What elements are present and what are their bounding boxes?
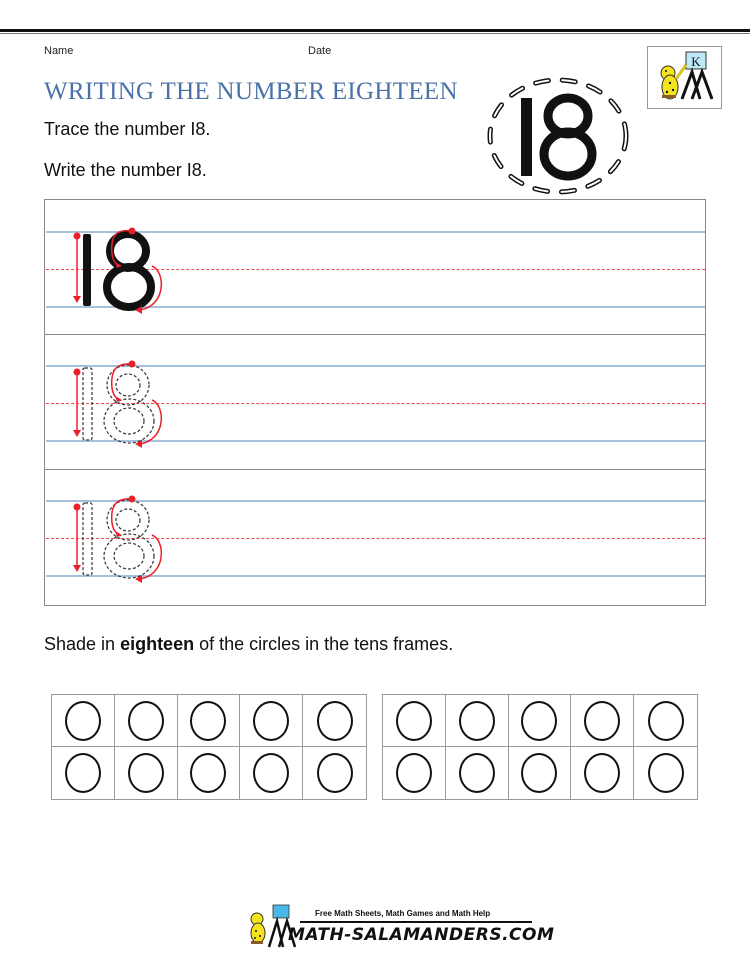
name-label: Name (44, 45, 74, 57)
number-badge (484, 74, 632, 198)
circle-icon[interactable] (459, 701, 495, 741)
salamander-easel-icon (648, 47, 721, 108)
frame-cell[interactable] (383, 747, 446, 799)
frame-cell[interactable] (634, 695, 697, 747)
solid-18-with-arrows-icon (68, 224, 178, 316)
frame-cell[interactable] (571, 747, 634, 799)
frame-cell[interactable] (509, 747, 572, 799)
frame-cell[interactable] (509, 695, 572, 747)
footer-tagline: Free Math Sheets, Math Games and Math Help (315, 909, 491, 918)
circle-icon[interactable] (253, 701, 289, 741)
circle-icon[interactable] (396, 753, 432, 793)
frame-cell[interactable] (446, 695, 509, 747)
shade-bold-word: eighteen (120, 634, 195, 654)
frame-cell[interactable] (446, 747, 509, 799)
circle-icon[interactable] (190, 753, 226, 793)
dashed-circle-icon (484, 74, 632, 198)
frame-cell[interactable] (303, 747, 366, 799)
tens-frame-1 (51, 694, 367, 800)
write-instruction: Write the number I8. (44, 160, 207, 180)
circle-icon[interactable] (253, 753, 289, 793)
circle-icon[interactable] (65, 753, 101, 793)
circle-icon[interactable] (648, 753, 684, 793)
circle-icon[interactable] (584, 701, 620, 741)
circle-icon[interactable] (521, 701, 557, 741)
frame-cell[interactable] (178, 695, 241, 747)
row-divider (44, 469, 706, 470)
frame-cell[interactable] (115, 695, 178, 747)
frame-cell[interactable] (383, 695, 446, 747)
shade-prefix: Shade in (44, 634, 121, 654)
frame-cell[interactable] (634, 747, 697, 799)
trace-guide-dashed[interactable] (68, 493, 178, 585)
date-label: Date (308, 45, 332, 57)
row-divider (44, 334, 706, 335)
shade-suffix: of the circles in the tens frames. (194, 634, 454, 654)
circle-icon[interactable] (317, 701, 353, 741)
frame-cell[interactable] (52, 747, 115, 799)
frame-cell[interactable] (178, 747, 241, 799)
dashed-18-with-arrows-icon (68, 358, 178, 450)
page-title: WRITING THE NUMBER EIGHTEEN (44, 78, 458, 105)
trace-example-solid (68, 224, 178, 316)
circle-icon[interactable] (521, 753, 557, 793)
svg-text:K: K (691, 54, 701, 69)
circle-icon[interactable] (648, 701, 684, 741)
top-border (0, 29, 750, 32)
circle-icon[interactable] (65, 701, 101, 741)
tens-frame-2 (382, 694, 698, 800)
circle-icon[interactable] (396, 701, 432, 741)
circle-icon[interactable] (584, 753, 620, 793)
trace-instruction: Trace the number I8. (44, 119, 211, 139)
circle-icon[interactable] (190, 701, 226, 741)
circle-icon[interactable] (459, 753, 495, 793)
frame-cell[interactable] (303, 695, 366, 747)
dashed-18-with-arrows-icon (68, 493, 178, 585)
circle-icon[interactable] (317, 753, 353, 793)
footer-brand[interactable]: MATH-SALAMANDERS.COM (288, 925, 555, 945)
frame-cell[interactable] (115, 747, 178, 799)
frame-cell[interactable] (240, 747, 303, 799)
circle-icon[interactable] (128, 753, 164, 793)
footer-divider (300, 921, 532, 923)
shade-instruction (44, 634, 453, 655)
frame-cell[interactable] (52, 695, 115, 747)
frame-cell[interactable] (571, 695, 634, 747)
kindergarten-logo (647, 46, 722, 109)
circle-icon[interactable] (128, 701, 164, 741)
frame-cell[interactable] (240, 695, 303, 747)
trace-guide-dashed[interactable] (68, 358, 178, 450)
top-border-shadow (0, 33, 750, 34)
